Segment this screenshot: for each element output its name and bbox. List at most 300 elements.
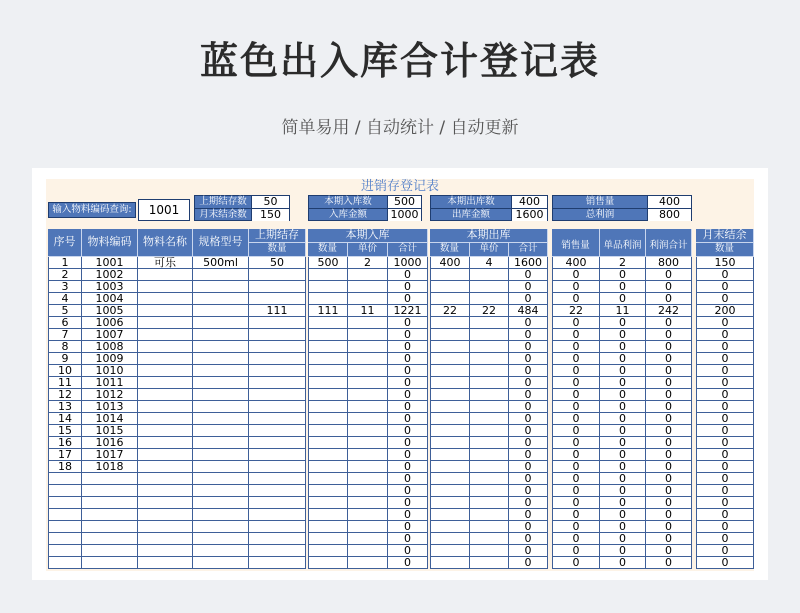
cell-code[interactable]: 1007 — [82, 329, 138, 341]
cell-name[interactable] — [138, 341, 193, 353]
cell-seq[interactable] — [48, 521, 82, 533]
cell-code[interactable]: 1013 — [82, 401, 138, 413]
cell-sales[interactable]: 0 — [552, 389, 600, 401]
cell-out-price[interactable] — [470, 401, 509, 413]
cell-sales[interactable]: 0 — [552, 365, 600, 377]
cell-prev-qty[interactable]: 111 — [249, 305, 306, 317]
cell-sales[interactable]: 0 — [552, 329, 600, 341]
cell-profit-total[interactable]: 0 — [646, 377, 692, 389]
cell-in-price[interactable]: 2 — [348, 257, 388, 269]
cell-prev-qty[interactable] — [249, 329, 306, 341]
cell-out-qty[interactable] — [430, 497, 470, 509]
cell-spec[interactable] — [193, 377, 249, 389]
cell-out-total[interactable]: 0 — [509, 449, 548, 461]
cell-profit-total[interactable]: 0 — [646, 389, 692, 401]
cell-out-price[interactable] — [470, 413, 509, 425]
cell-code[interactable] — [82, 545, 138, 557]
cell-in-price[interactable] — [348, 557, 388, 569]
cell-end-qty[interactable]: 0 — [696, 533, 754, 545]
cell-out-qty[interactable] — [430, 281, 470, 293]
cell-out-price[interactable] — [470, 557, 509, 569]
cell-sales[interactable]: 0 — [552, 545, 600, 557]
cell-unit-profit[interactable]: 0 — [600, 353, 646, 365]
cell-code[interactable] — [82, 497, 138, 509]
cell-in-total[interactable]: 0 — [388, 341, 428, 353]
cell-out-qty[interactable] — [430, 341, 470, 353]
cell-out-price[interactable] — [470, 437, 509, 449]
cell-seq[interactable]: 2 — [48, 269, 82, 281]
cell-spec[interactable] — [193, 473, 249, 485]
cell-in-price[interactable] — [348, 485, 388, 497]
cell-seq[interactable]: 4 — [48, 293, 82, 305]
cell-profit-total[interactable]: 0 — [646, 341, 692, 353]
cell-seq[interactable] — [48, 509, 82, 521]
cell-in-qty[interactable] — [308, 497, 348, 509]
cell-out-price[interactable] — [470, 341, 509, 353]
cell-in-qty[interactable] — [308, 317, 348, 329]
cell-code[interactable]: 1001 — [82, 257, 138, 269]
cell-profit-total[interactable]: 0 — [646, 509, 692, 521]
cell-prev-qty[interactable] — [249, 377, 306, 389]
cell-profit-total[interactable]: 0 — [646, 545, 692, 557]
cell-code[interactable]: 1017 — [82, 449, 138, 461]
cell-out-price[interactable] — [470, 533, 509, 545]
cell-prev-qty[interactable] — [249, 557, 306, 569]
cell-in-qty[interactable] — [308, 413, 348, 425]
cell-end-qty[interactable]: 0 — [696, 377, 754, 389]
cell-sales[interactable]: 0 — [552, 533, 600, 545]
cell-spec[interactable] — [193, 365, 249, 377]
cell-code[interactable]: 1010 — [82, 365, 138, 377]
cell-unit-profit[interactable]: 0 — [600, 425, 646, 437]
cell-in-qty[interactable] — [308, 269, 348, 281]
cell-profit-total[interactable]: 0 — [646, 473, 692, 485]
cell-in-price[interactable] — [348, 545, 388, 557]
cell-in-price[interactable] — [348, 317, 388, 329]
cell-sales[interactable]: 400 — [552, 257, 600, 269]
cell-in-qty[interactable] — [308, 521, 348, 533]
cell-end-qty[interactable]: 150 — [696, 257, 754, 269]
cell-unit-profit[interactable]: 0 — [600, 557, 646, 569]
cell-out-total[interactable]: 0 — [509, 329, 548, 341]
cell-spec[interactable] — [193, 449, 249, 461]
cell-name[interactable] — [138, 413, 193, 425]
cell-prev-qty[interactable]: 50 — [249, 257, 306, 269]
cell-end-qty[interactable]: 200 — [696, 305, 754, 317]
cell-in-total[interactable]: 0 — [388, 389, 428, 401]
cell-profit-total[interactable]: 0 — [646, 497, 692, 509]
cell-profit-total[interactable]: 0 — [646, 293, 692, 305]
cell-out-price[interactable] — [470, 293, 509, 305]
cell-sales[interactable]: 0 — [552, 401, 600, 413]
cell-out-price[interactable] — [470, 281, 509, 293]
cell-in-price[interactable] — [348, 461, 388, 473]
cell-out-qty[interactable] — [430, 437, 470, 449]
cell-code[interactable]: 1015 — [82, 425, 138, 437]
cell-out-qty[interactable] — [430, 269, 470, 281]
cell-seq[interactable]: 8 — [48, 341, 82, 353]
cell-sales[interactable]: 0 — [552, 437, 600, 449]
cell-profit-total[interactable]: 0 — [646, 353, 692, 365]
cell-in-price[interactable] — [348, 449, 388, 461]
cell-in-price[interactable] — [348, 389, 388, 401]
cell-sales[interactable]: 0 — [552, 317, 600, 329]
cell-unit-profit[interactable]: 0 — [600, 545, 646, 557]
cell-in-total[interactable]: 0 — [388, 293, 428, 305]
cell-out-price[interactable] — [470, 353, 509, 365]
cell-name[interactable] — [138, 449, 193, 461]
cell-out-qty[interactable] — [430, 425, 470, 437]
cell-out-qty[interactable] — [430, 389, 470, 401]
cell-profit-total[interactable]: 0 — [646, 269, 692, 281]
cell-spec[interactable] — [193, 413, 249, 425]
cell-prev-qty[interactable] — [249, 353, 306, 365]
cell-seq[interactable]: 5 — [48, 305, 82, 317]
cell-spec[interactable]: 500ml — [193, 257, 249, 269]
cell-prev-qty[interactable] — [249, 461, 306, 473]
cell-in-total[interactable]: 0 — [388, 329, 428, 341]
cell-unit-profit[interactable]: 0 — [600, 293, 646, 305]
cell-unit-profit[interactable]: 11 — [600, 305, 646, 317]
cell-spec[interactable] — [193, 401, 249, 413]
cell-out-qty[interactable]: 400 — [430, 257, 470, 269]
cell-end-qty[interactable]: 0 — [696, 449, 754, 461]
cell-seq[interactable] — [48, 533, 82, 545]
cell-end-qty[interactable]: 0 — [696, 413, 754, 425]
cell-profit-total[interactable]: 0 — [646, 557, 692, 569]
cell-profit-total[interactable]: 0 — [646, 521, 692, 533]
cell-seq[interactable]: 3 — [48, 281, 82, 293]
cell-sales[interactable]: 0 — [552, 353, 600, 365]
cell-out-price[interactable]: 4 — [470, 257, 509, 269]
cell-in-qty[interactable] — [308, 509, 348, 521]
cell-in-price[interactable] — [348, 497, 388, 509]
cell-seq[interactable] — [48, 485, 82, 497]
cell-code[interactable] — [82, 509, 138, 521]
cell-seq[interactable]: 14 — [48, 413, 82, 425]
cell-in-total[interactable]: 0 — [388, 353, 428, 365]
cell-out-total[interactable]: 0 — [509, 425, 548, 437]
cell-name[interactable] — [138, 281, 193, 293]
cell-unit-profit[interactable]: 0 — [600, 437, 646, 449]
cell-in-qty[interactable]: 111 — [308, 305, 348, 317]
cell-spec[interactable] — [193, 293, 249, 305]
cell-out-total[interactable]: 0 — [509, 269, 548, 281]
cell-sales[interactable]: 0 — [552, 281, 600, 293]
cell-profit-total[interactable]: 0 — [646, 365, 692, 377]
cell-out-price[interactable] — [470, 365, 509, 377]
cell-out-qty[interactable] — [430, 533, 470, 545]
cell-unit-profit[interactable]: 0 — [600, 497, 646, 509]
cell-in-price[interactable] — [348, 533, 388, 545]
cell-out-total[interactable]: 0 — [509, 497, 548, 509]
cell-out-qty[interactable] — [430, 413, 470, 425]
cell-out-price[interactable] — [470, 449, 509, 461]
cell-unit-profit[interactable]: 0 — [600, 341, 646, 353]
cell-name[interactable]: 可乐 — [138, 257, 193, 269]
cell-in-price[interactable] — [348, 269, 388, 281]
cell-seq[interactable]: 6 — [48, 317, 82, 329]
cell-sales[interactable]: 0 — [552, 473, 600, 485]
cell-out-price[interactable] — [470, 389, 509, 401]
cell-in-price[interactable] — [348, 437, 388, 449]
cell-prev-qty[interactable] — [249, 389, 306, 401]
cell-seq[interactable] — [48, 497, 82, 509]
cell-spec[interactable] — [193, 329, 249, 341]
cell-prev-qty[interactable] — [249, 401, 306, 413]
cell-profit-total[interactable]: 0 — [646, 425, 692, 437]
cell-out-qty[interactable] — [430, 473, 470, 485]
cell-out-total[interactable]: 0 — [509, 293, 548, 305]
cell-sales[interactable]: 0 — [552, 557, 600, 569]
cell-out-price[interactable] — [470, 269, 509, 281]
cell-name[interactable] — [138, 293, 193, 305]
cell-seq[interactable]: 7 — [48, 329, 82, 341]
cell-end-qty[interactable]: 0 — [696, 521, 754, 533]
cell-sales[interactable]: 0 — [552, 485, 600, 497]
cell-in-price[interactable] — [348, 473, 388, 485]
cell-name[interactable] — [138, 269, 193, 281]
cell-prev-qty[interactable] — [249, 437, 306, 449]
cell-in-total[interactable]: 0 — [388, 497, 428, 509]
cell-sales[interactable]: 0 — [552, 461, 600, 473]
cell-code[interactable]: 1011 — [82, 377, 138, 389]
cell-out-price[interactable] — [470, 377, 509, 389]
cell-unit-profit[interactable]: 0 — [600, 365, 646, 377]
cell-seq[interactable] — [48, 545, 82, 557]
cell-spec[interactable] — [193, 521, 249, 533]
cell-unit-profit[interactable]: 0 — [600, 269, 646, 281]
cell-in-price[interactable] — [348, 353, 388, 365]
cell-in-qty[interactable] — [308, 473, 348, 485]
cell-out-qty[interactable] — [430, 317, 470, 329]
cell-prev-qty[interactable] — [249, 317, 306, 329]
cell-in-price[interactable] — [348, 401, 388, 413]
cell-spec[interactable] — [193, 389, 249, 401]
cell-seq[interactable]: 12 — [48, 389, 82, 401]
cell-sales[interactable]: 0 — [552, 377, 600, 389]
cell-unit-profit[interactable]: 0 — [600, 401, 646, 413]
cell-out-price[interactable] — [470, 497, 509, 509]
cell-unit-profit[interactable]: 0 — [600, 281, 646, 293]
cell-spec[interactable] — [193, 485, 249, 497]
cell-in-price[interactable] — [348, 509, 388, 521]
cell-profit-total[interactable]: 0 — [646, 317, 692, 329]
cell-code[interactable]: 1012 — [82, 389, 138, 401]
cell-in-total[interactable]: 0 — [388, 401, 428, 413]
cell-unit-profit[interactable]: 0 — [600, 329, 646, 341]
cell-in-total[interactable]: 0 — [388, 425, 428, 437]
cell-out-qty[interactable] — [430, 521, 470, 533]
cell-unit-profit[interactable]: 2 — [600, 257, 646, 269]
cell-out-qty[interactable] — [430, 485, 470, 497]
cell-prev-qty[interactable] — [249, 521, 306, 533]
cell-out-price[interactable] — [470, 317, 509, 329]
cell-name[interactable] — [138, 473, 193, 485]
cell-out-price[interactable] — [470, 329, 509, 341]
cell-in-price[interactable] — [348, 293, 388, 305]
cell-code[interactable]: 1014 — [82, 413, 138, 425]
cell-code[interactable]: 1008 — [82, 341, 138, 353]
cell-out-price[interactable] — [470, 521, 509, 533]
cell-seq[interactable]: 15 — [48, 425, 82, 437]
cell-prev-qty[interactable] — [249, 545, 306, 557]
cell-in-qty[interactable] — [308, 389, 348, 401]
cell-out-total[interactable]: 0 — [509, 437, 548, 449]
cell-code[interactable] — [82, 521, 138, 533]
cell-spec[interactable] — [193, 425, 249, 437]
cell-name[interactable] — [138, 497, 193, 509]
cell-unit-profit[interactable]: 0 — [600, 461, 646, 473]
cell-in-price[interactable] — [348, 521, 388, 533]
cell-prev-qty[interactable] — [249, 533, 306, 545]
cell-end-qty[interactable]: 0 — [696, 485, 754, 497]
cell-out-price[interactable] — [470, 461, 509, 473]
cell-in-price[interactable]: 11 — [348, 305, 388, 317]
cell-spec[interactable] — [193, 533, 249, 545]
cell-code[interactable]: 1006 — [82, 317, 138, 329]
cell-in-qty[interactable] — [308, 365, 348, 377]
cell-unit-profit[interactable]: 0 — [600, 389, 646, 401]
cell-in-price[interactable] — [348, 329, 388, 341]
cell-end-qty[interactable]: 0 — [696, 317, 754, 329]
cell-sales[interactable]: 0 — [552, 425, 600, 437]
cell-in-qty[interactable] — [308, 437, 348, 449]
cell-seq[interactable]: 18 — [48, 461, 82, 473]
cell-in-total[interactable]: 0 — [388, 437, 428, 449]
cell-end-qty[interactable]: 0 — [696, 473, 754, 485]
cell-in-total[interactable]: 0 — [388, 281, 428, 293]
cell-end-qty[interactable]: 0 — [696, 341, 754, 353]
cell-name[interactable] — [138, 353, 193, 365]
cell-out-qty[interactable] — [430, 401, 470, 413]
cell-out-total[interactable]: 0 — [509, 533, 548, 545]
cell-out-total[interactable]: 0 — [509, 377, 548, 389]
cell-in-price[interactable] — [348, 425, 388, 437]
cell-end-qty[interactable]: 0 — [696, 545, 754, 557]
cell-unit-profit[interactable]: 0 — [600, 509, 646, 521]
cell-name[interactable] — [138, 425, 193, 437]
cell-name[interactable] — [138, 533, 193, 545]
cell-unit-profit[interactable]: 0 — [600, 449, 646, 461]
cell-end-qty[interactable]: 0 — [696, 353, 754, 365]
cell-spec[interactable] — [193, 497, 249, 509]
cell-out-price[interactable] — [470, 545, 509, 557]
cell-sales[interactable]: 22 — [552, 305, 600, 317]
cell-code[interactable]: 1003 — [82, 281, 138, 293]
cell-in-price[interactable] — [348, 281, 388, 293]
cell-unit-profit[interactable]: 0 — [600, 317, 646, 329]
cell-end-qty[interactable]: 0 — [696, 497, 754, 509]
cell-code[interactable]: 1004 — [82, 293, 138, 305]
cell-code[interactable]: 1005 — [82, 305, 138, 317]
cell-end-qty[interactable]: 0 — [696, 329, 754, 341]
cell-name[interactable] — [138, 557, 193, 569]
cell-out-total[interactable]: 0 — [509, 281, 548, 293]
cell-seq[interactable]: 1 — [48, 257, 82, 269]
cell-in-price[interactable] — [348, 341, 388, 353]
cell-end-qty[interactable]: 0 — [696, 281, 754, 293]
cell-prev-qty[interactable] — [249, 425, 306, 437]
cell-in-qty[interactable] — [308, 461, 348, 473]
cell-seq[interactable]: 16 — [48, 437, 82, 449]
cell-code[interactable] — [82, 473, 138, 485]
cell-out-total[interactable]: 0 — [509, 401, 548, 413]
cell-code[interactable]: 1002 — [82, 269, 138, 281]
cell-spec[interactable] — [193, 269, 249, 281]
cell-unit-profit[interactable]: 0 — [600, 521, 646, 533]
cell-in-total[interactable]: 0 — [388, 557, 428, 569]
cell-code[interactable] — [82, 533, 138, 545]
cell-in-total[interactable]: 0 — [388, 545, 428, 557]
cell-out-total[interactable]: 0 — [509, 413, 548, 425]
cell-in-qty[interactable] — [308, 293, 348, 305]
cell-unit-profit[interactable]: 0 — [600, 473, 646, 485]
cell-prev-qty[interactable] — [249, 413, 306, 425]
cell-in-total[interactable]: 1221 — [388, 305, 428, 317]
cell-in-qty[interactable] — [308, 533, 348, 545]
cell-end-qty[interactable]: 0 — [696, 461, 754, 473]
cell-in-qty[interactable] — [308, 545, 348, 557]
cell-spec[interactable] — [193, 281, 249, 293]
cell-sales[interactable]: 0 — [552, 509, 600, 521]
cell-in-qty[interactable]: 500 — [308, 257, 348, 269]
cell-spec[interactable] — [193, 341, 249, 353]
cell-seq[interactable]: 11 — [48, 377, 82, 389]
cell-out-total[interactable]: 0 — [509, 341, 548, 353]
cell-prev-qty[interactable] — [249, 509, 306, 521]
cell-end-qty[interactable]: 0 — [696, 437, 754, 449]
cell-in-total[interactable]: 1000 — [388, 257, 428, 269]
cell-seq[interactable]: 13 — [48, 401, 82, 413]
cell-in-total[interactable]: 0 — [388, 269, 428, 281]
cell-out-total[interactable]: 0 — [509, 317, 548, 329]
cell-name[interactable] — [138, 377, 193, 389]
cell-end-qty[interactable]: 0 — [696, 401, 754, 413]
cell-sales[interactable]: 0 — [552, 269, 600, 281]
cell-out-qty[interactable] — [430, 509, 470, 521]
cell-out-total[interactable]: 0 — [509, 473, 548, 485]
cell-out-total[interactable]: 0 — [509, 353, 548, 365]
cell-code[interactable]: 1018 — [82, 461, 138, 473]
cell-prev-qty[interactable] — [249, 473, 306, 485]
cell-in-qty[interactable] — [308, 425, 348, 437]
cell-unit-profit[interactable]: 0 — [600, 485, 646, 497]
cell-out-total[interactable]: 1600 — [509, 257, 548, 269]
cell-name[interactable] — [138, 389, 193, 401]
cell-profit-total[interactable]: 0 — [646, 449, 692, 461]
cell-profit-total[interactable]: 0 — [646, 401, 692, 413]
cell-in-qty[interactable] — [308, 341, 348, 353]
cell-in-qty[interactable] — [308, 449, 348, 461]
cell-code[interactable] — [82, 485, 138, 497]
cell-in-qty[interactable] — [308, 281, 348, 293]
cell-end-qty[interactable]: 0 — [696, 269, 754, 281]
cell-end-qty[interactable]: 0 — [696, 557, 754, 569]
cell-in-total[interactable]: 0 — [388, 377, 428, 389]
cell-name[interactable] — [138, 329, 193, 341]
cell-out-qty[interactable] — [430, 353, 470, 365]
cell-in-total[interactable]: 0 — [388, 413, 428, 425]
cell-name[interactable] — [138, 305, 193, 317]
cell-profit-total[interactable]: 0 — [646, 533, 692, 545]
cell-out-qty[interactable] — [430, 329, 470, 341]
cell-prev-qty[interactable] — [249, 269, 306, 281]
cell-sales[interactable]: 0 — [552, 449, 600, 461]
cell-in-qty[interactable] — [308, 557, 348, 569]
cell-out-price[interactable] — [470, 473, 509, 485]
cell-prev-qty[interactable] — [249, 365, 306, 377]
